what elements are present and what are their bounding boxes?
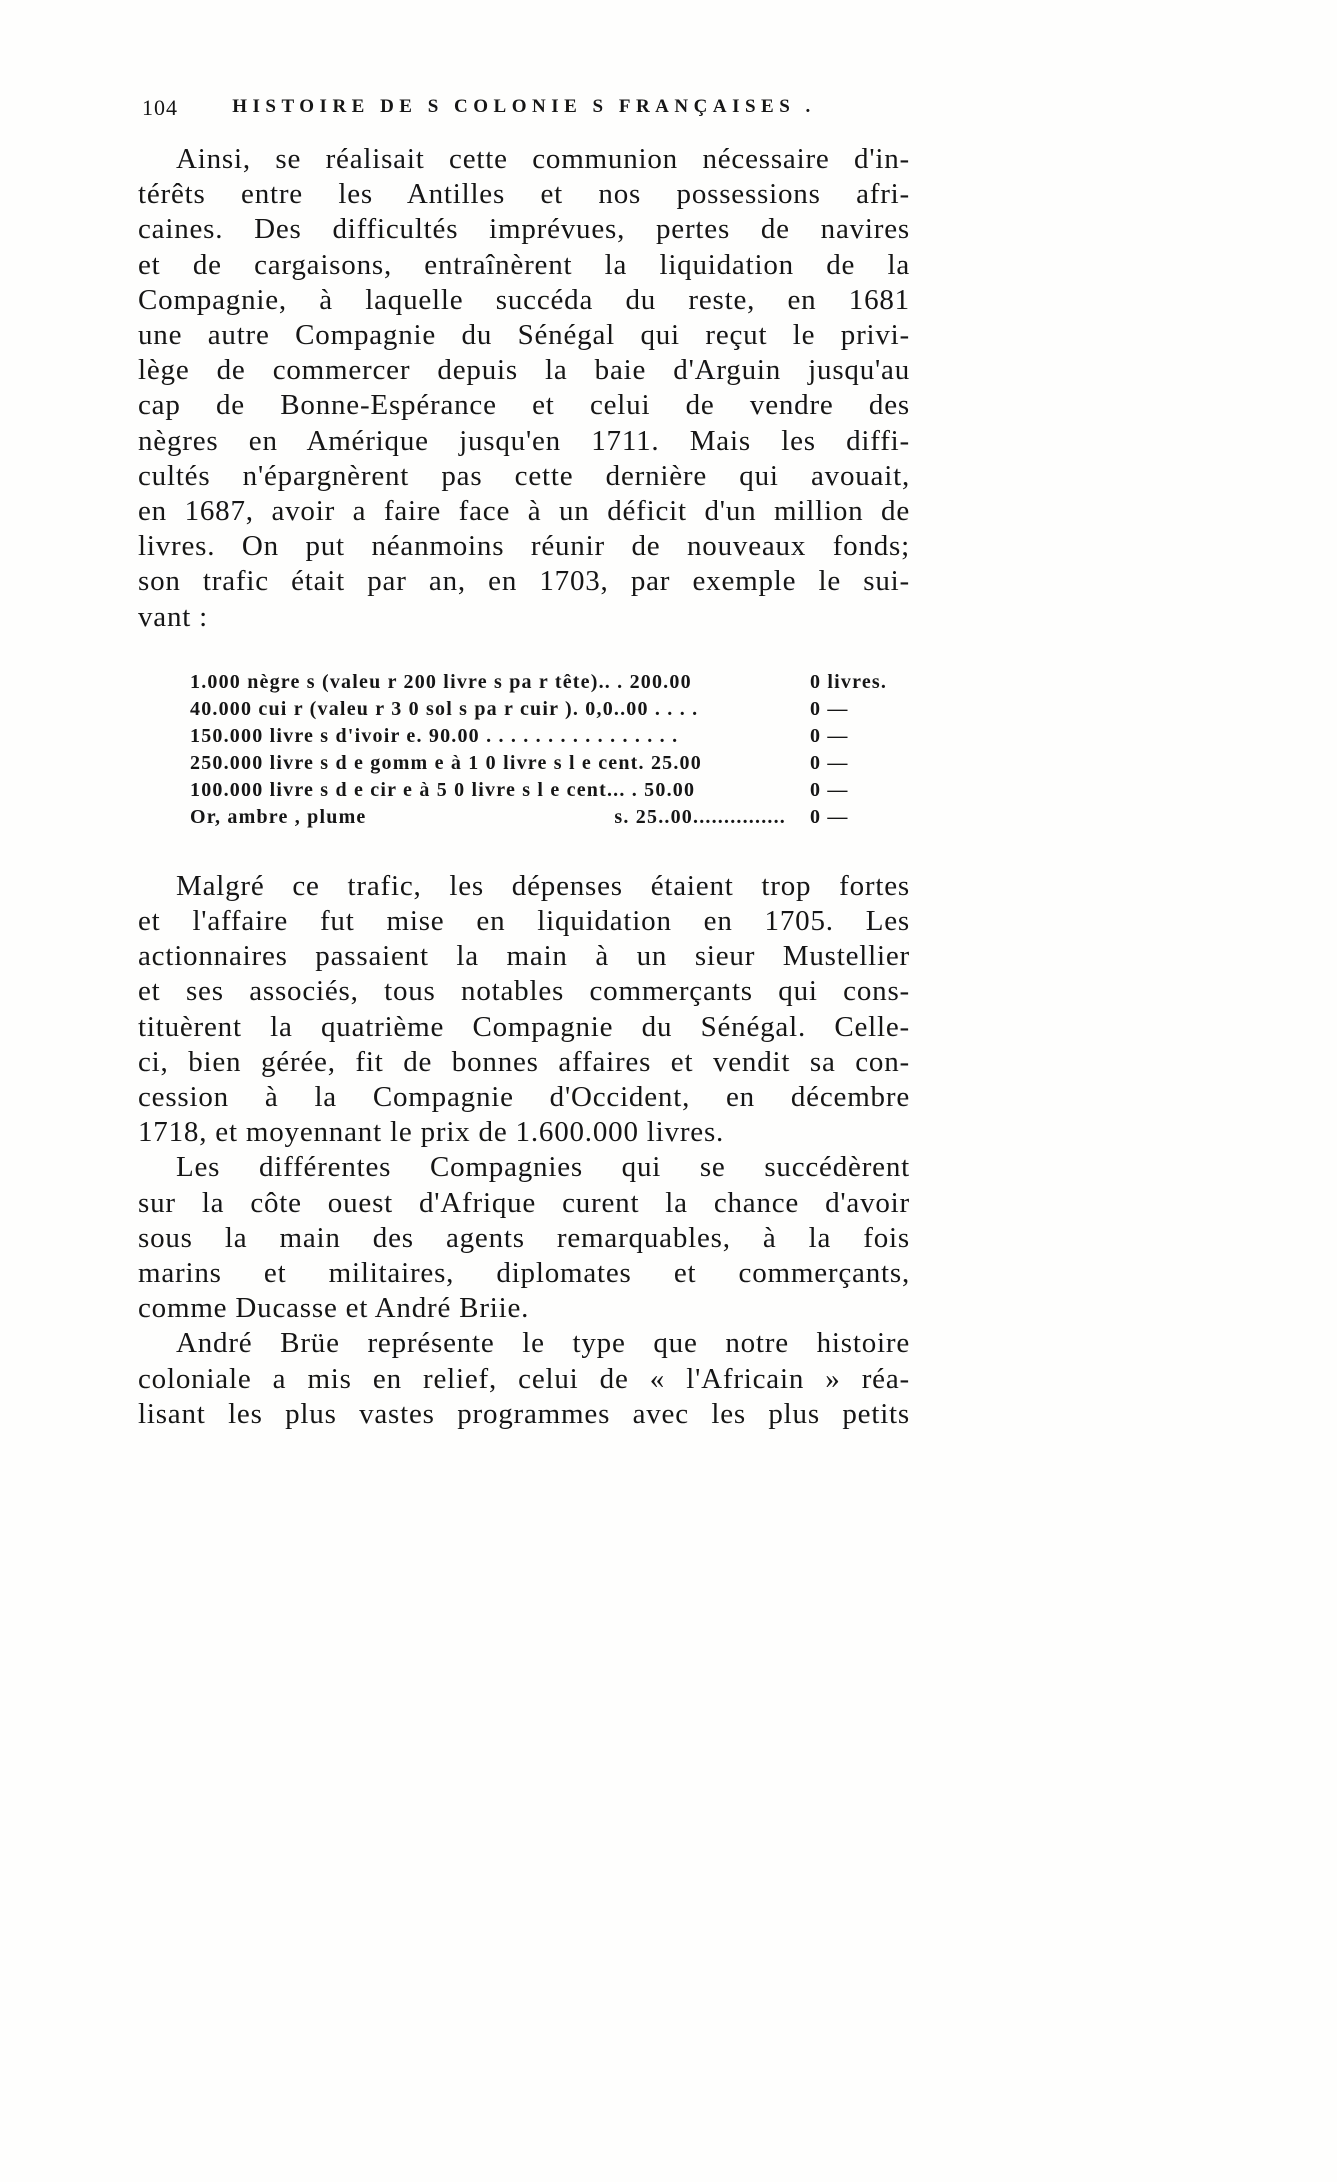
- table-row-label: 150.000 livre s d'ivoir e. 90.00 . . . . . . . . . . . . . . . .: [190, 724, 679, 747]
- text-line: cap de Bonne-Espérance et celui de vendre des: [138, 389, 910, 422]
- table-row-label: 40.000 cui r (valeu r 3 0 sol s pa r cuir ). 0,0..00 . . . .: [190, 697, 699, 720]
- text-line: et l'affaire fut mise en liquidation en 1705. Les: [138, 905, 910, 938]
- table-row-value: 0 —: [810, 751, 849, 774]
- text-line: nègres en Amérique jusqu'en 1711. Mais les diffi-: [138, 424, 910, 457]
- text-line: vant :: [138, 600, 209, 633]
- paragraph: [138, 142, 910, 635]
- table-row-label: 100.000 livre s d e cir e à 5 0 livre s l e cent... . 50.00: [190, 778, 696, 801]
- text-line: marins et militaires, diplomates et commerçants,: [138, 1257, 910, 1290]
- page-body: [138, 142, 910, 1432]
- page-header: [138, 92, 910, 126]
- paragraph: [138, 1150, 910, 1326]
- paragraph: [138, 869, 910, 1151]
- text-line: tituèrent la quatrième Compagnie du Sénégal. Celle-: [138, 1010, 910, 1043]
- table-row: [190, 750, 910, 777]
- table-row-left: [190, 777, 810, 804]
- table-row: [190, 723, 910, 750]
- text-line: Malgré ce trafic, les dépenses étaient trop fortes: [176, 869, 910, 902]
- text-line: 1718, et moyennant le prix de 1.600.000 livres.: [138, 1116, 725, 1149]
- table-row: [190, 669, 910, 696]
- paragraph: [138, 1326, 910, 1432]
- table-row-value: 0 livres.: [810, 670, 888, 693]
- text-line: livres. On put néanmoins réunir de nouveaux fonds;: [138, 530, 910, 563]
- text-line: ci, bien gérée, fit de bonnes affaires et vendit sa con-: [138, 1045, 910, 1078]
- table-row-left: [190, 804, 810, 831]
- text-line: en 1687, avoir a faire face à un déficit d'un million de: [138, 495, 910, 528]
- text-line: son trafic était par an, en 1703, par exemple le sui-: [138, 565, 910, 598]
- trade-figures-table: [190, 669, 910, 831]
- text-line: Compagnie, à laquelle succéda du reste, en 1681: [138, 283, 910, 316]
- text-line: actionnaires passaient la main à un sieur Mustellier: [138, 940, 910, 973]
- table-row-value: 0 —: [810, 778, 849, 801]
- page-number: 104: [142, 95, 178, 120]
- table-row-label: Or, ambre , plume: [190, 805, 367, 828]
- text-line: lisant les plus vastes programmes avec les plus petits: [138, 1397, 910, 1430]
- text-line: et de cargaisons, entraînèrent la liquidation de la: [138, 248, 910, 281]
- text-line: et ses associés, tous notables commerçants qui cons-: [138, 975, 910, 1008]
- table-row-value: 0 —: [810, 697, 849, 720]
- text-line: térêts entre les Antilles et nos possessions afri-: [138, 178, 910, 211]
- text-line: André Brüe représente le type que notre histoire: [176, 1327, 910, 1360]
- text-line: Ainsi, se réalisait cette communion nécessaire d'in-: [176, 143, 910, 175]
- running-header: HISTOIRE DE S COLONIE S FRANÇAISES .: [232, 96, 816, 117]
- table-row-value: 0 —: [810, 724, 849, 747]
- table-row: [190, 804, 910, 831]
- text-line: cultés n'épargnèrent pas cette dernière qui avouait,: [138, 459, 910, 492]
- table-row-amount: s. 25..00...............: [614, 805, 786, 828]
- text-line: sous la main des agents remarquables, à la fois: [138, 1221, 910, 1254]
- text-line: Les différentes Compagnies qui se succédèrent: [176, 1151, 910, 1184]
- table-row: [190, 696, 910, 723]
- text-line: une autre Compagnie du Sénégal qui reçut le privi-: [138, 319, 910, 352]
- text-line: caines. Des difficultés imprévues, pertes de navires: [138, 213, 910, 246]
- text-line: coloniale a mis en relief, celui de « l'Africain » réa-: [138, 1362, 910, 1395]
- text-line: lège de commercer depuis la baie d'Arguin jusqu'au: [138, 354, 910, 387]
- text-line: cession à la Compagnie d'Occident, en décembre: [138, 1081, 910, 1114]
- table-row-left: [190, 669, 810, 696]
- table-row: [190, 777, 910, 804]
- table-row-left: [190, 750, 810, 777]
- table-row-value: 0 —: [810, 805, 849, 828]
- text-column: [138, 92, 910, 1432]
- table-row-label: 1.000 nègre s (valeu r 200 livre s pa r tête).. . 200.00: [190, 670, 692, 693]
- table-row-label: 250.000 livre s d e gomm e à 1 0 livre s l e cent. 25.00: [190, 751, 702, 774]
- text-line: comme Ducasse et André Briie.: [138, 1292, 530, 1325]
- text-line: sur la côte ouest d'Afrique curent la chance d'avoir: [138, 1186, 910, 1219]
- table-row-left: [190, 696, 810, 723]
- table-row-left: [190, 723, 810, 750]
